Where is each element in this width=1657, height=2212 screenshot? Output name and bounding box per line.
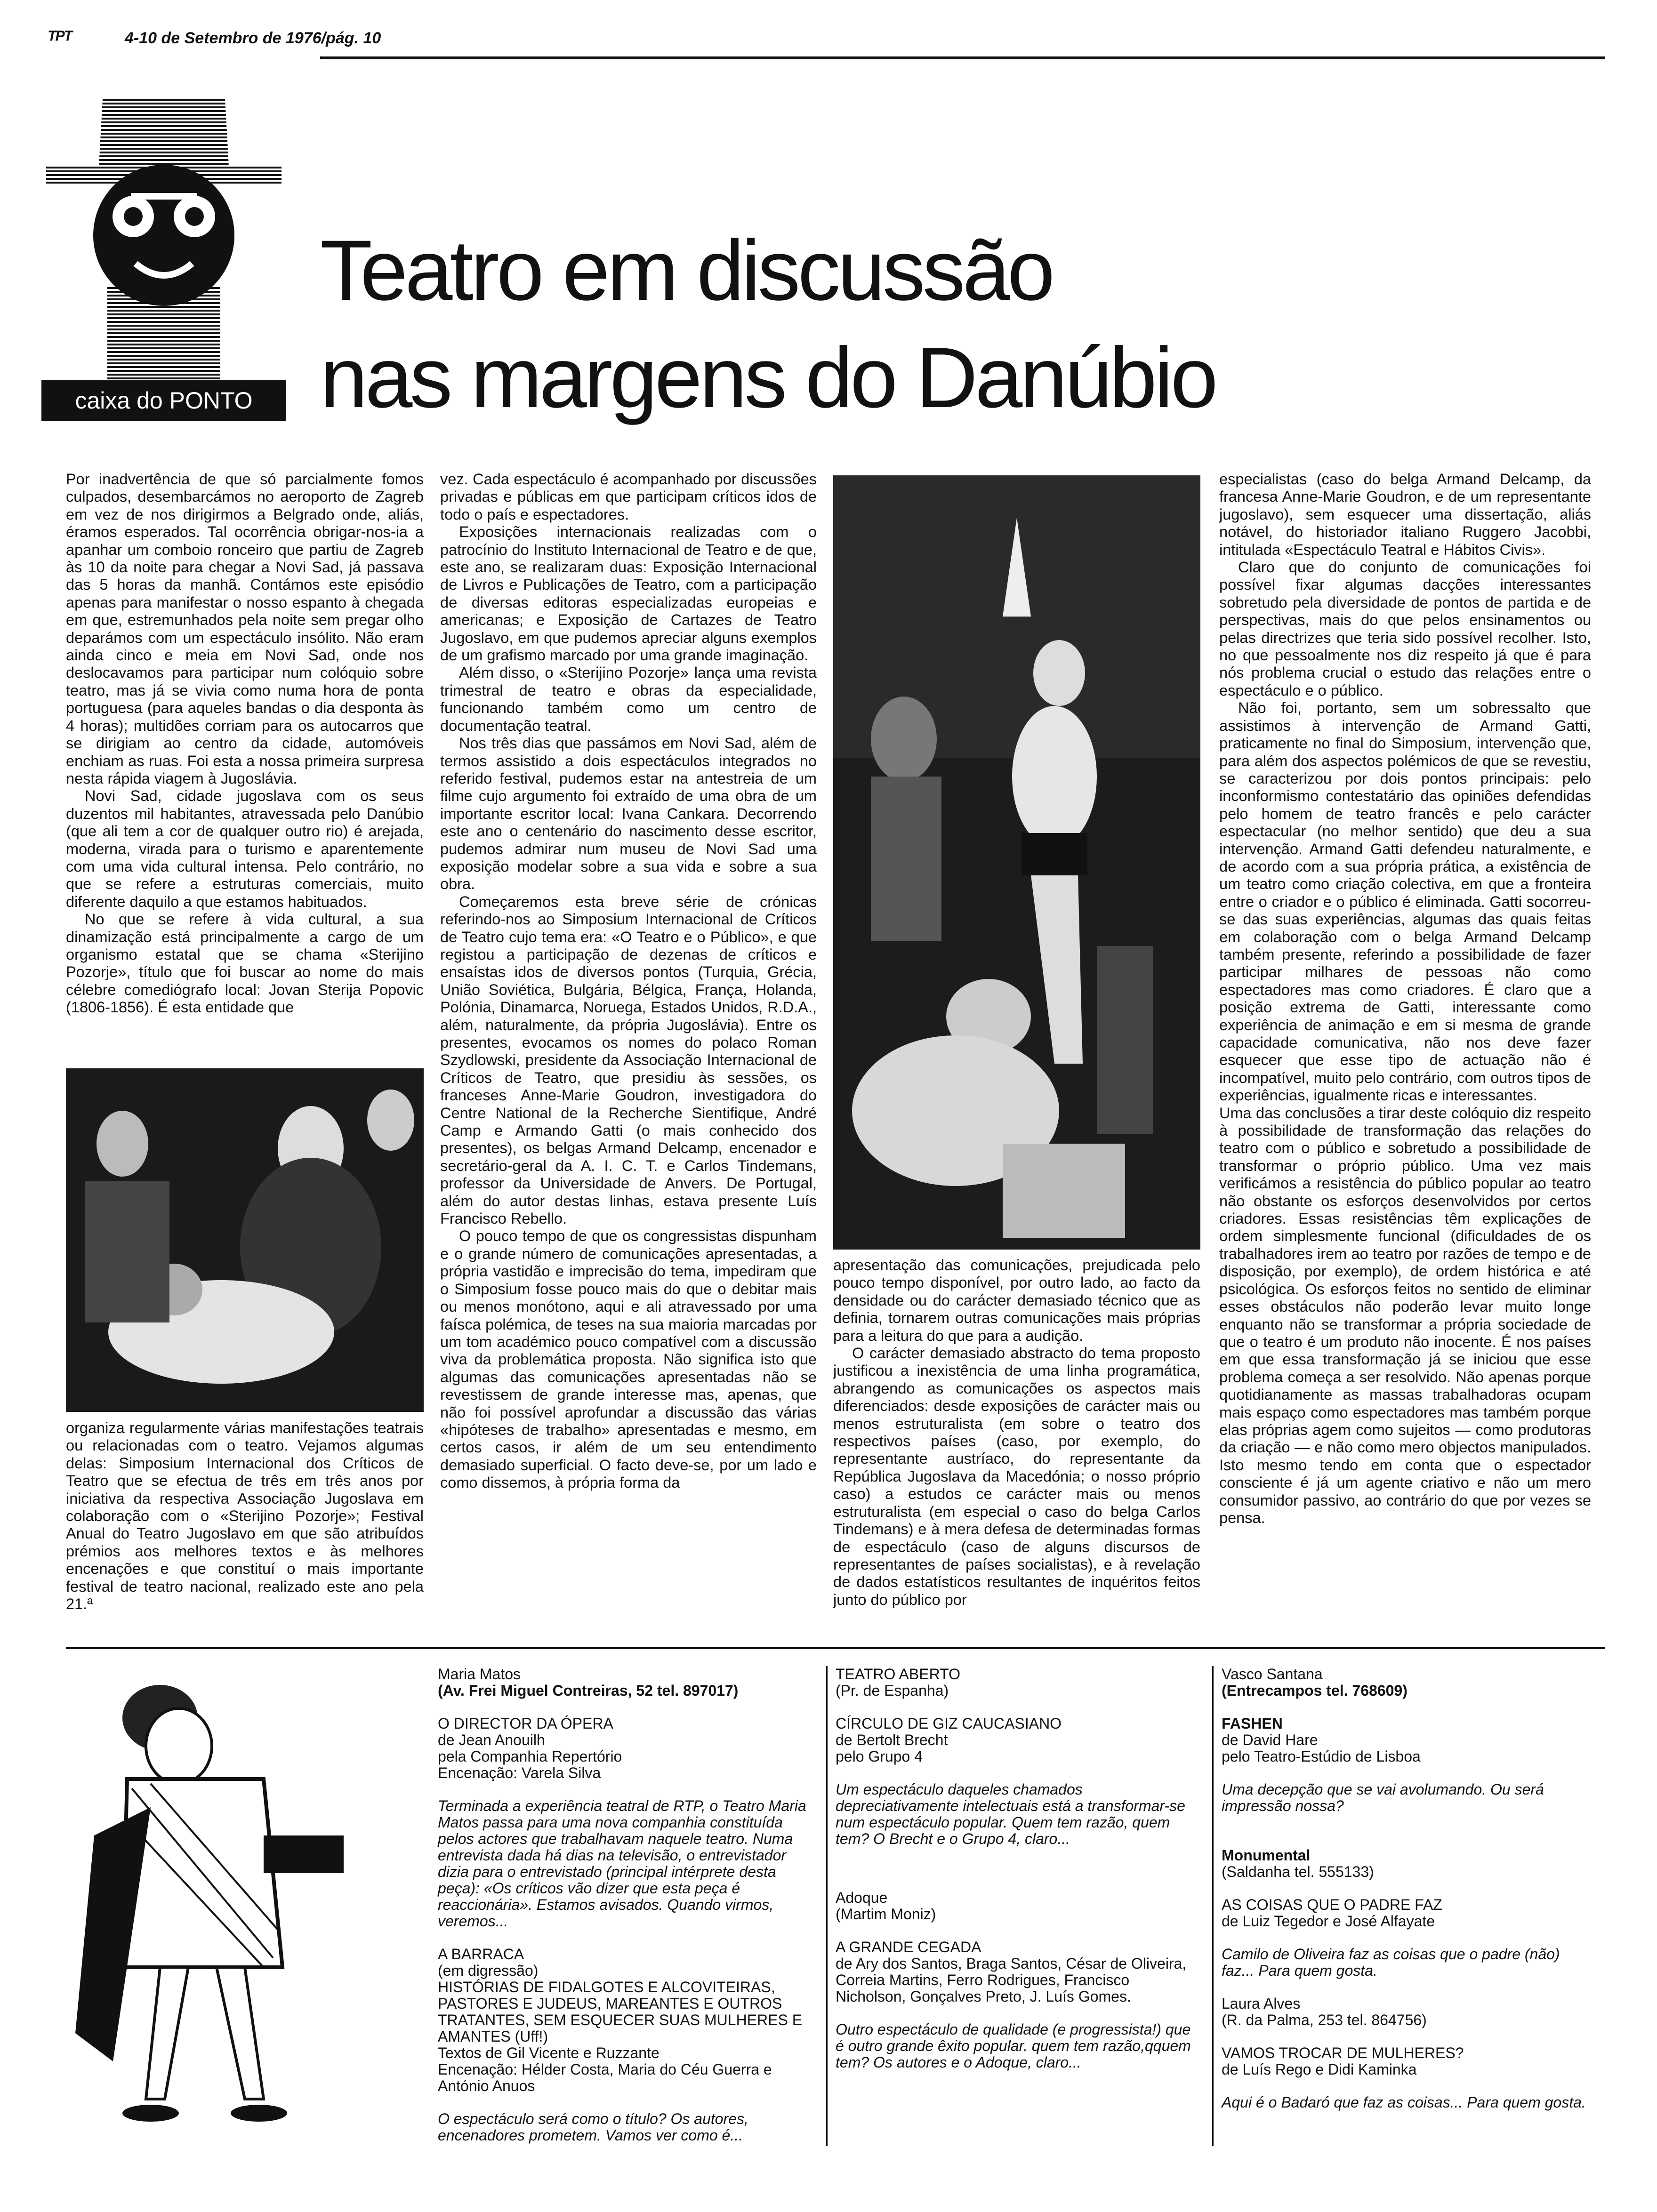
listing-venue <box>1222 1666 1593 1699</box>
paragraph: Claro que do conjunto de comunicações foi possível fixar algumas dacções interessantes sobretudo pela diversidade de pontos de partida e de perspectivas, mais do que pelos ensinamentos ou pelas directrizes que teria sido possível recolher. Isto, no que pessoalmente nos diz respeito já que é para nós problema crucial o estudo das relações entre o espectáculo e o público. <box>1219 559 1591 699</box>
show-detail: pela Companhia Repertório <box>438 1748 622 1765</box>
listing-show <box>1222 2045 1593 2078</box>
section-badge: caixa do PONTO <box>41 380 286 421</box>
listing-show <box>836 1715 1203 1765</box>
show-detail: de Bertolt Brecht <box>836 1731 948 1748</box>
paragraph: Nos três dias que passámos em Novi Sad, além de termos assistido a dois espectáculos integrados no referido festival, pudemos estar na antestreia de um filme cujo argumento foi extraído de uma obra de um importante escritor local: Ivana Cankara. Decorrendo este ano o centenário do nascimento desse escritor, pudemos admirar num museu de Novi Sad uma exposição modelar sobre a sua vida e sobre a sua obra. <box>440 735 817 893</box>
show-detail: HISTÓRIAS DE FIDALGOTES E ALCOVITEIRAS, PASTORES E JUDEUS, MAREANTES E OUTROS TRATANTES, SEM ESQUECER SUAS MULHERES E AMANTES (Uff!) <box>438 1979 803 2045</box>
show-detail: (em digressão) <box>438 1962 539 1979</box>
show-title: CÍRCULO DE GIZ CAUCASIANO <box>836 1715 1062 1732</box>
show-title: A BARRACA <box>438 1946 524 1963</box>
listing-venue <box>1222 1996 1593 2028</box>
listings-column-2 <box>836 1666 1203 2071</box>
venue-address: (Saldanha tel. 555133) <box>1222 1863 1374 1880</box>
caixa-do-ponto-logo <box>41 80 286 419</box>
listing-show <box>1222 1897 1593 1930</box>
paragraph: especialistas (caso do belga Armand Delcamp, da francesa Anne-Marie Goudron, e de um representante jugoslavo), sem esquecer uma dissertação, aliás notável, do historiador italiano Ruggero Jacobbi, intitulada «Espectáculo Teatral e Hábitos Civis». <box>1219 471 1591 558</box>
paragraph: Por inadvertência de que só parcialmente fomos culpados, desembarcámos no aeroporto de Zagreb em vez de nos dirigirmos a Belgrado onde, aliás, éramos esperados. Tal ocorrência obrigar-nos-ia a apanhar um comboio ronceiro que partiu de Zagreb às 10 da noite para chegar a Novi Sad, já passava das 5 horas da manhã. Contámos este episódio apenas para manifestar o nosso espanto à chegada em que, estremunhados pela noite sem pregar olho deparámos com um espectáculo insólito. Não eram ainda cinco e meia em Novi Sad, onde nos deslocavamos para participar num colóquio sobre teatro, mas já se vivia como numa hora de ponta portuguesa (para aqueles bandas o dia desponta às 4 horas); multidões corriam para os autocarros que se dirigiam ao centro da cidade, automóveis enchiam as ruas. Foi esta a nossa primeira surpresa nesta rápida viagem à Jugoslávia. <box>66 471 424 787</box>
venue-address: (Av. Frei Miguel Contreiras, 52 tel. 897017) <box>438 1682 739 1699</box>
masthead-logo: ᵀᴾᵀ <box>47 27 71 50</box>
column-rule <box>1212 1666 1214 2146</box>
venue-address: (Entrecampos tel. 768609) <box>1222 1682 1408 1699</box>
jester-drawing-icon <box>66 1675 367 2146</box>
listing-show <box>1222 1715 1593 1765</box>
stage-photo-left <box>66 1068 424 1412</box>
show-detail: Textos de Gil Vicente e Ruzzante <box>438 2044 660 2061</box>
show-comment: Terminada a experiência teatral de RTP, o Teatro Maria Matos passa para uma nova companhia constituída pelos actores que trabalhavam naquele teatro. Numa entrevista dada há dias na televisão, o entrevistador dizia para o entrevistado (principal intérprete desta peça): «Os críticos vão dizer que esta peça é reaccionária». Estamos avisados. Quando virmos, veremos... <box>438 1797 806 1930</box>
article-title <box>320 216 1215 431</box>
mascot-face-icon <box>41 80 286 381</box>
show-comment: Outro espectáculo de qualidade (e progressista!) que é outro grande êxito popular. quem tem razão,qquem tem? Os autores e o Adoque, claro... <box>836 2021 1191 2071</box>
paragraph: Além disso, o «Sterijino Pozorje» lança uma revista trimestral de teatro e obras da especialidade, funcionando também como um centro de documentação teatral. <box>440 664 817 734</box>
show-comment: O espectáculo será como o título? Os autores, encenadores prometem. Vamos ver como é... <box>438 2110 748 2144</box>
listing-venue <box>836 1890 1203 1923</box>
venue-name: Maria Matos <box>438 1666 521 1683</box>
paragraph: apresentação das comunicações, prejudicada pelo pouco tempo disponível, por outro lado, ao facto da densidade ou do carácter demasiado técnico que as definia, tornarem outras comunicações mais próprias para a leitura do que para a audição. <box>833 1257 1200 1344</box>
show-title: AS COISAS QUE O PADRE FAZ <box>1222 1896 1442 1913</box>
show-comment: Aqui é o Badaró que faz as coisas... Para quem gosta. <box>1222 2094 1586 2111</box>
venue-name: Monumental <box>1222 1847 1311 1864</box>
venue-name: Adoque <box>836 1889 888 1906</box>
listings-column-1 <box>438 1666 814 2144</box>
listing-venue <box>1222 1847 1593 1880</box>
paragraph: Uma das conclusões a tirar deste colóquio diz respeito à possibilidade de transformação das relações do teatro com o público e sobretudo a possibilidade de transformar o próprio público. Uma vez mais verificámos a resistência do público popular ao teatro não obstante os esforços desenvolvidos por certos criadores. Essas resistências têm explicações de ordem simplesmente funcional (dificuldades de os trabalhadores irem ao teatro por razões de tempo e de disposição, por exemplo), de ordem histórica e até psicológica. Os esforços feitos no sentido de eliminar esses obstáculos não poderão levar muito longe enquanto não se transformar a própria sociedade de que o teatro é um produto não inocente. É nos países em que essa transformação já se iniciou que esse problema começa a ser resolvido. Não apenas porque quotidianamente as massas trabalhadoras ocupam mais espaço como espectadores mas também porque elas próprias agem como sujeitos — como produtoras da criação — e não como mero objectos manipulados. Isto mesmo tendo em conta que o espectador consciente é já um agente criativo e não um mero consumidor passivo, ao contrário do que por vezes se pensa. <box>1219 1104 1591 1526</box>
title-line-2: nas margens do Danúbio <box>320 329 1215 425</box>
article-column-1-cont <box>66 1419 424 1613</box>
listing-show <box>438 1715 814 1781</box>
listing-show <box>836 1939 1203 2005</box>
issue-date: 4-10 de Setembro de 1976/pág. 10 <box>125 29 381 47</box>
show-title: A GRANDE CEGADA <box>836 1939 981 1956</box>
article-column-2 <box>440 471 817 1492</box>
show-title: VAMOS TROCAR DE MULHERES? <box>1222 2044 1464 2061</box>
show-detail: de Jean Anouilh <box>438 1731 545 1748</box>
paragraph: O pouco tempo de que os congressistas dispunham e o grande número de comunicações apresentadas, a própria vastidão e imprecisão do tema, impediram que o Simposium fosse pouco mais do que o debitar mais ou menos monótono, aqui e ali atravessado por uma faísca polémica, de teses na sua maioria marcadas por um tom académico pouco compatível com a discussão viva da problemática proposta. Não significa isto que algumas das comunicações apresentadas não se revestissem de grande interesse mas, apenas, que não foi possível aprofundar a discussão das várias «hipóteses de trabalho» apresentadas e mesmo, em certos casos, ir além de um seu entendimento demasiado superficial. O facto deve-se, por um lado e como dissemos, à própria forma da <box>440 1227 817 1491</box>
paragraph: No que se refere à vida cultural, a sua dinamização está principalmente a cargo de um organismo estatal que se chama «Sterijino Pozorje», título que foi buscar ao nome do mais célebre comediógrafo local: Jovan Sterija Popovic (1806-1856). É esta entidade que <box>66 911 424 1016</box>
show-title: O DIRECTOR DA ÓPERA <box>438 1715 613 1732</box>
paragraph: organiza regularmente várias manifestações teatrais ou relacionadas com o teatro. Vejamos algumas delas: Simposium Internacional dos Críticos de Teatro que se efectua de três em três anos por iniciativa da respectiva Associação Jugoslava em colaboração com o «Sterijino Pozorje»; Festival Anual do Teatro Jugoslavo em que são atribuídos prémios aos melhores textos e às melhores encenações e que constituí o mais importante festival de teatro nacional, realizado este ano pela 21.ª <box>66 1419 424 1613</box>
paragraph: vez. Cada espectáculo é acompanhado por discussões privadas e públicas em que participam críticos idos de todo o país e espectadores. <box>440 471 817 523</box>
show-detail: Encenação: Varela Silva <box>438 1764 601 1781</box>
venue-address: (R. da Palma, 253 tel. 864756) <box>1222 2012 1427 2028</box>
show-comment: Camilo de Oliveira faz as coisas que o padre (não) faz... Para quem gosta. <box>1222 1946 1560 1979</box>
show-detail: de David Hare <box>1222 1731 1318 1748</box>
listing-venue <box>438 1666 814 1699</box>
venue-name: Laura Alves <box>1222 1995 1301 2012</box>
venue-name: Vasco Santana <box>1222 1666 1323 1683</box>
show-comment: Um espectáculo daqueles chamados depreciativamente intelectuais está a transformar-se num espectáculo popular. Quem tem razão, quem tem? O Brecht e o Grupo 4, claro... <box>836 1781 1185 1847</box>
paragraph: Exposições internacionais realizadas com o patrocínio do Instituto Internacional de Teatro e de que, este ano, se realizaram duas: Exposição Internacional de Livros e Publicações de Teatro, com a participação de diversas editoras especializadas europeias e americanas; e Exposição de Cartazes de Teatro Jugoslavo, em que pudemos apreciar alguns exemplos de um grafismo marcado por uma grande imaginação. <box>440 523 817 664</box>
article-column-3 <box>833 1257 1200 1609</box>
paragraph: Não foi, portanto, sem um sobressalto que assistimos à intervenção de Armand Gatti, praticamente no final do Simposium, intervenção que, para além dos aspectos polémicos de que se revestiu, se caracterizou por dois pontos principais: pelo inconformismo contestatário das opiniões defendidas pelo homem de teatro francês e pelo carácter espectacular (no melhor sentido) que deu a sua intervenção. Armand Gatti defendeu naturalmente, e de acordo com a sua própria prática, a existência de um teatro como criação colectiva, em que a fronteira entre o criador e o público é eliminada. Gatti socorreu-se das suas experiências, algumas das quais feitas em colaboração com o belga Armand Delcamp também presente, referindo a possibilidade de fazer participar milhares de pessoas não como espectadores mas como criadores. É claro que a posição extrema de Gatti, interessante como experiência de animação e em si mesma de grande capacidade comunicativa, não nos deve fazer esquecer que esse tipo de actuação não é incompatível, muito pelo contrário, com outros tipos de experiências, igualmente ricas e interessantes. <box>1219 699 1591 1104</box>
paragraph: Novi Sad, cidade jugoslava com os seus duzentos mil habitantes, atravessada pelo Danúbio (que ali tem a cor de qualquer outro rio) é arejada, moderna, virada para o turismo e aparentemente com uma vida cultural intensa. Pelo contrário, no que se refere a estruturas comerciais, muito diferente daquilo a que estamos habituados. <box>66 787 424 910</box>
venue-name: TEATRO ABERTO <box>836 1666 960 1683</box>
paragraph: Começaremos esta breve série de crónicas referindo-nos ao Simposium Internacional de Críticos de Teatro cujo tema era: «O Teatro e o Público», e que registou a participação de dezenas de críticos e ensaístas idos de diversos pontos (Turquia, Grécia, União Soviética, Bulgária, Bélgica, França, Holanda, Polónia, Dinamarca, Noruega, Estados Unidos, R.D.A., além, naturalmente, da própria Jugoslávia). Entre os presentes, evocamos os nomes do polaco Roman Szydlowski, presidente da Associação Internacional de Críticos de Teatro, que presidiu às sessões, os franceses Anne-Marie Goudron, investigadora do Centre National de la Recherche Sientifique, André Camp e Armando Gatti (o mais conhecido dos presentes), os belgas Armand Delcamp, encenador e secretário-geral da A. I. C. T. e Carlos Tindemans, professor da Universidade de Anvers. De Portugal, além do autor destas linhas, estava presente Luís Francisco Rebello. <box>440 893 817 1227</box>
article-column-1 <box>66 471 424 1017</box>
listing-show <box>438 1946 814 2094</box>
show-comment: Uma decepção que se vai avolumando. Ou será impressão nossa? <box>1222 1781 1544 1814</box>
column-rule <box>826 1666 828 2146</box>
stage-photo-center <box>833 475 1200 1250</box>
section-divider <box>66 1647 1605 1649</box>
jester-illustration <box>66 1675 367 2146</box>
article-column-4 <box>1219 471 1591 1527</box>
show-title: FASHEN <box>1222 1715 1283 1732</box>
venue-address: (Martim Moniz) <box>836 1906 936 1923</box>
header-rule <box>320 56 1605 59</box>
listings-column-3 <box>1222 1666 1593 2111</box>
show-detail: Encenação: Hélder Costa, Maria do Céu Guerra e António Anuos <box>438 2061 772 2094</box>
show-detail: pelo Teatro-Estúdio de Lisboa <box>1222 1748 1421 1765</box>
show-detail: de Luís Rego e Didi Kaminka <box>1222 2061 1417 2078</box>
title-line-1: Teatro em discussão <box>320 222 1053 318</box>
show-detail: de Luiz Tegedor e José Alfayate <box>1222 1913 1435 1930</box>
venue-address: (Pr. de Espanha) <box>836 1682 949 1699</box>
listing-venue <box>836 1666 1203 1699</box>
show-detail: pelo Grupo 4 <box>836 1748 923 1765</box>
paragraph: O carácter demasiado abstracto do tema proposto justificou a inexistência de uma linha programática, abrangendo as comunicações os aspectos mais diferenciados: desde exposições de carácter mais ou menos estruturalista (em sobre o teatro dos respectivos países (caso, por exemplo, do representante austríaco, do representante da República Jugoslava da Macedónia; o nosso próprio caso) a estudos ce carácter mais ou menos estruturalista (em especial o caso do belga Carlos Tindemans) e à mera defesa de determinadas formas de espectáculo (caso de alguns discursos de representantes de países socialistas), e à revelação de dados estatísticos resultantes de inquéritos feitos junto do público por <box>833 1345 1200 1608</box>
show-detail: de Ary dos Santos, Braga Santos, César de Oliveira, Correia Martins, Ferro Rodrigues, Francisco Nicholson, Gonçalves Preto, J. Luís Gomes. <box>836 1955 1187 2005</box>
